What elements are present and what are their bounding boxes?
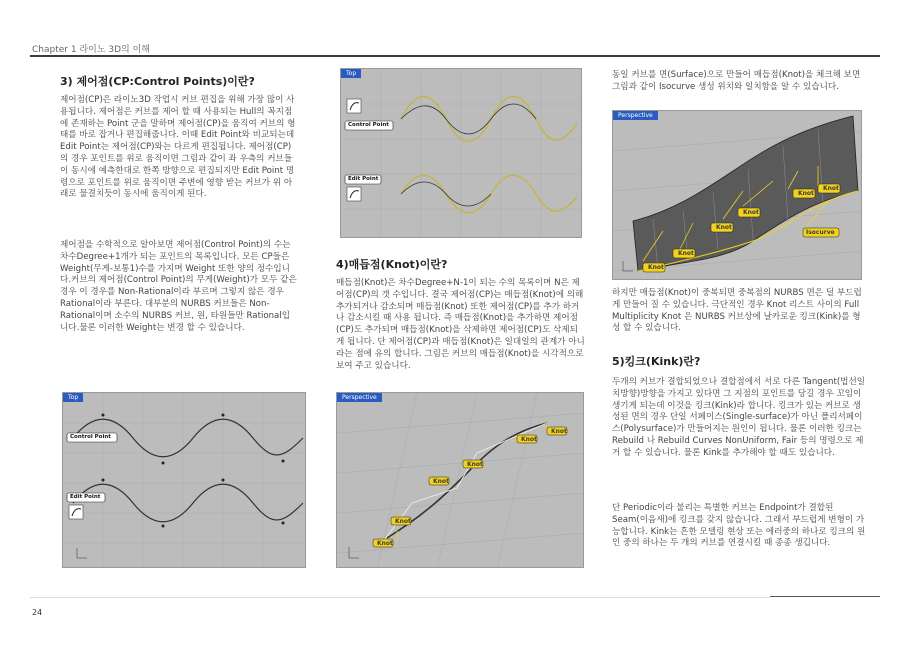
figure-top-cp-editpoint-large: [62, 392, 306, 568]
knot-label: Knot: [823, 185, 839, 192]
viewport-tag: Top: [341, 69, 361, 78]
section3-para2: 제어점을 수학적으로 알아보면 제어점(Control Point)의 수는 차수Degree+1개가 되는 포인트의 목록입니다. 모든 CP들은 Weight(무게-보통1)수를 가지며 Weight 또한 양의 정수입니다.커브의 제어점(Control Point)의 무게(Weight)가 모두 같은 경우 이 경우를 Non-Rational이라 부르며 그렇지 않은 경우 Rational이라 부른다. 대부분의 NURBS 커브들은 Non-Rational이며 소수의 NURBS 커브, 원, 타원들만 Rational입니다.물론 이러한 Weight는 변경 할 수 있습니다.: [60, 240, 297, 333]
footer-divider-light: [30, 597, 770, 598]
page-number: 24: [32, 608, 43, 617]
knot-label: Knot: [433, 478, 449, 485]
knot-label: Knot: [395, 518, 411, 525]
figure-perspective-knots: [336, 392, 584, 568]
knot-label: Knot: [377, 540, 393, 547]
curves-svg: [341, 69, 582, 238]
chapter-header: Chapter 1 라이노 3D의 이해: [32, 45, 150, 55]
footer-divider: [770, 596, 880, 597]
right-para-top: 동일 커브를 면(Surface)으로 만들어 매듭점(Knot)을 체크해 보면 그림과 같이 Isocurve 생성 위치와 일치함을 알 수 있습니다.: [612, 70, 861, 92]
right-para-mid: 하지만 매듭점(Knot)이 중복되면 중복점의 NURBS 면은 덜 부드럽게 만들어 질 수 있습니다. 극단적인 경우 Knot 리스트 사이의 Full Multiplicity Knot 은 NURBS 커브상에 날카로운 킹크(Kink)를 형성 할 수 있습니다.: [612, 288, 862, 334]
figure-perspective-surface: [612, 110, 862, 280]
knot-label: Knot: [678, 250, 694, 257]
knot-label: Knot: [551, 428, 567, 435]
section4-title: 4)매듭점(Knot)이란?: [336, 258, 448, 271]
knot-label: Knot: [521, 436, 537, 443]
edit-point-label: Edit Point: [70, 494, 101, 500]
knot-label: Knot: [467, 461, 483, 468]
curves-svg: [63, 393, 306, 568]
section5-title: 5)킹크(Kink)란?: [612, 355, 701, 368]
section3-para1: 제어점(CP)은 라이노3D 작업시 커브 편집을 위해 가장 많이 사용됩니다. 제어점은 커브를 제어 할 때 사용되는 Hull의 꼭지점에 존재하는 Point 군을 말하며 제어점(CP)을 움직여 커브의 형태를 바로 잡거나 편집해줍니다. 이때 Edit Point와 비교되는데 Edit Point는 제어점(CP)와는 다르게 편집됩니다. 제어점(CP)의 경우 포인트를 위로 움직이면 그림과 같이 좌 우측의 커브들이 동시에 예측한대로 한쪽 방향으로 편집되지만 Edit Point 명령으로 포인트를 위로 움직이면 주변에 영향 받는 커브가 위 아래로 물결치듯이 동시에 움직이게 된다.: [60, 95, 296, 200]
header-divider: [30, 55, 880, 57]
knot-label: Knot: [648, 264, 664, 271]
surface-svg: [613, 111, 862, 280]
isocurve-label: Isocurve: [806, 229, 835, 236]
knot-label: Knot: [743, 209, 759, 216]
control-point-label: Control Point: [348, 122, 389, 128]
viewport-tag: Perspective: [337, 393, 382, 402]
viewport-tag: Top: [63, 393, 83, 402]
section3-title: 3) 제어점(CP:Control Points)이란?: [60, 75, 255, 88]
section5-para2: 단 Periodic이라 불리는 특별한 커브는 Endpoint가 결합된 Seam(이음새)에 킹크를 갖지 않습니다. 그래서 부드럽게 변형이 가능합니다. Kink는 흔한 모델링 현상 또는 에러중의 하나로 킹크의 원인 중의 하나는 두 개의 커브를 연결시킬 때 종종 생깁니다.: [612, 503, 866, 549]
edit-point-label: Edit Point: [348, 176, 379, 182]
knot-label: Knot: [798, 190, 814, 197]
knot-label: Knot: [716, 224, 732, 231]
section4-para1: 매듭점(Knot)은 차수Degree+N-1이 되는 수의 목록이며 N은 제어점(CP)의 갯 수입니다. 결국 제어점(CP)는 매듭점(Knot)에 의해 추가되거나 감소되며 매듭점(Knot) 또한 제어점(CP)를 추가 하거나 감소시킬 때 사용 됩니다. 즉 매듭점(Knot)을 추가하면 제어점(CP)도 추가되며 매듭점(Knot)을 삭제하면 제어점(CP)도 삭제되게 됩니다. 단 제어점(CP)과 매듭점(Knot)은 일대일의 관계가 아니라는 점에 유의 합니다. 그림은 커브의 매듭점(Knot)을 시각적으로 보여 주고 있습니다.: [336, 278, 585, 371]
figure-top-cp-editpoint: [340, 68, 582, 238]
viewport-tag: Perspective: [613, 111, 658, 120]
section5-para1: 두개의 커브가 결합되었으나 결합점에서 서로 다른 Tangent(법선일치방향)방향을 가지고 있다면 그 지점의 포인트를 당길 경우 꼬임이 생기게 되는데 이것을 킹크(Kink)라 합니다. 킹크가 있는 커브로 생성된 면의 경우 단일 서페이스(Single-surface)가 아닌 폴리서페이스(Polysurface)가 만들어지는 원인이 됩니다. 물론 이러한 킹크는 Rebuild 나 Rebuild Curves NonUniform, Fair 등의 명령으로 제거 할 수 있습니다. 물론 Kink를 추가해야 할 때도 있습니다.: [612, 377, 866, 458]
knot-curve-svg: [337, 393, 584, 568]
control-point-label: Control Point: [70, 434, 111, 440]
